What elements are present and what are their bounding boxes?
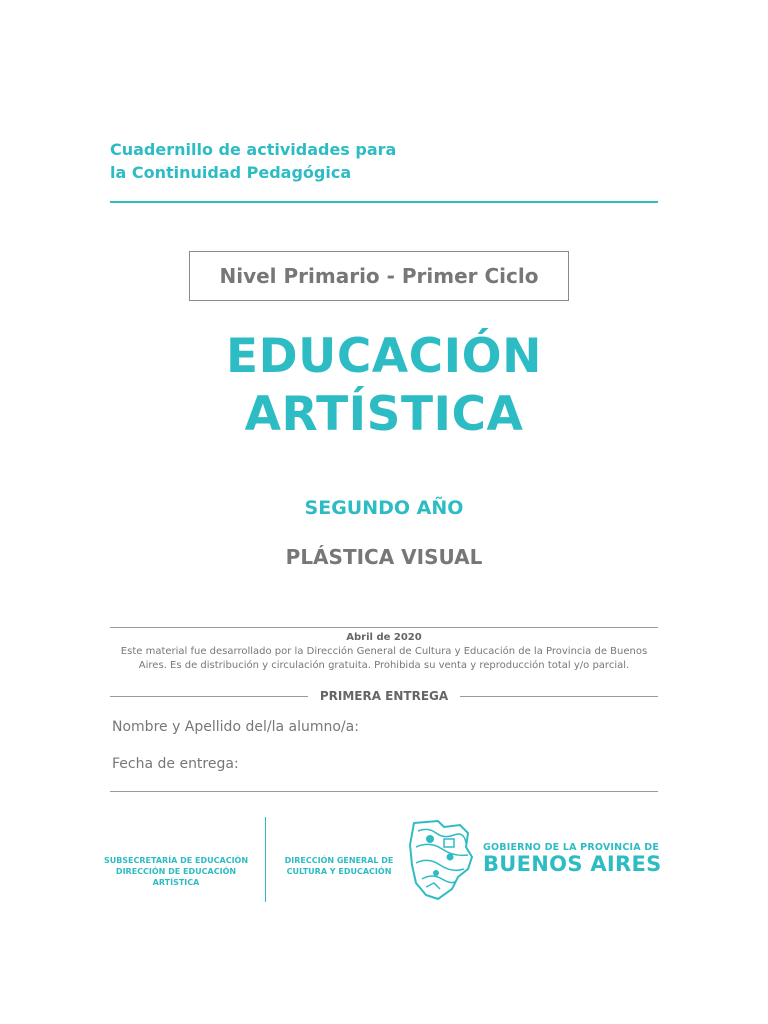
notice-line-1: Este material fue desarrollado por la Dirección General de Cultura y Educación de la Provincia de Buenos [120,646,648,657]
delivery-label: PRIMERA ENTREGA [319,689,449,703]
subject-name: PLÁSTICA VISUAL [285,545,483,569]
delivery-left-line [110,696,308,697]
subtitle-line-1: Cuadernillo de actividades para [110,140,397,159]
subsecretaria-label [100,855,252,888]
subtitle-line-2: la Continuidad Pedagógica [110,163,352,182]
direccion-general-label [278,855,400,877]
footer-mid-line-1: DIRECCIÓN GENERAL DE [284,856,394,865]
province-name: BUENOS AIRES [483,852,662,876]
fields-bottom-divider [110,791,658,792]
distribution-notice [112,645,656,673]
level-label: Nivel Primario - Primer Ciclo [219,264,539,288]
notice-line-2: Aires. Es de distribución y circulación gratuita. Prohibida su venta y reproducción total y/o parcial. [138,660,630,671]
delivery-date-label: Fecha de entrega: [112,756,239,772]
title-line-1: EDUCACIÓN [226,329,542,384]
header-divider [110,201,658,203]
footer-separator [265,817,266,902]
delivery-right-line [460,696,658,697]
footer-mid-line-2: CULTURA Y EDUCACIÓN [286,867,392,876]
title-line-2: ARTÍSTICA [244,387,524,442]
footer-left-line-1: SUBSECRETARÍA DE EDUCACIÓN [103,856,249,865]
province-map-icon [408,817,474,903]
student-name-label: Nombre y Apellido del/la alumno/a: [112,719,359,735]
booklet-subtitle [110,138,630,184]
publication-date: Abril de 2020 [346,632,422,643]
school-year: SEGUNDO AÑO [304,497,464,519]
level-box [189,251,569,301]
footer-left-line-2: DIRECCIÓN DE EDUCACIÓN ARTÍSTICA [115,867,237,887]
info-top-divider [110,627,658,628]
government-label: GOBIERNO DE LA PROVINCIA DE [483,842,660,853]
page-title [100,328,668,444]
delivery-row [110,688,658,704]
